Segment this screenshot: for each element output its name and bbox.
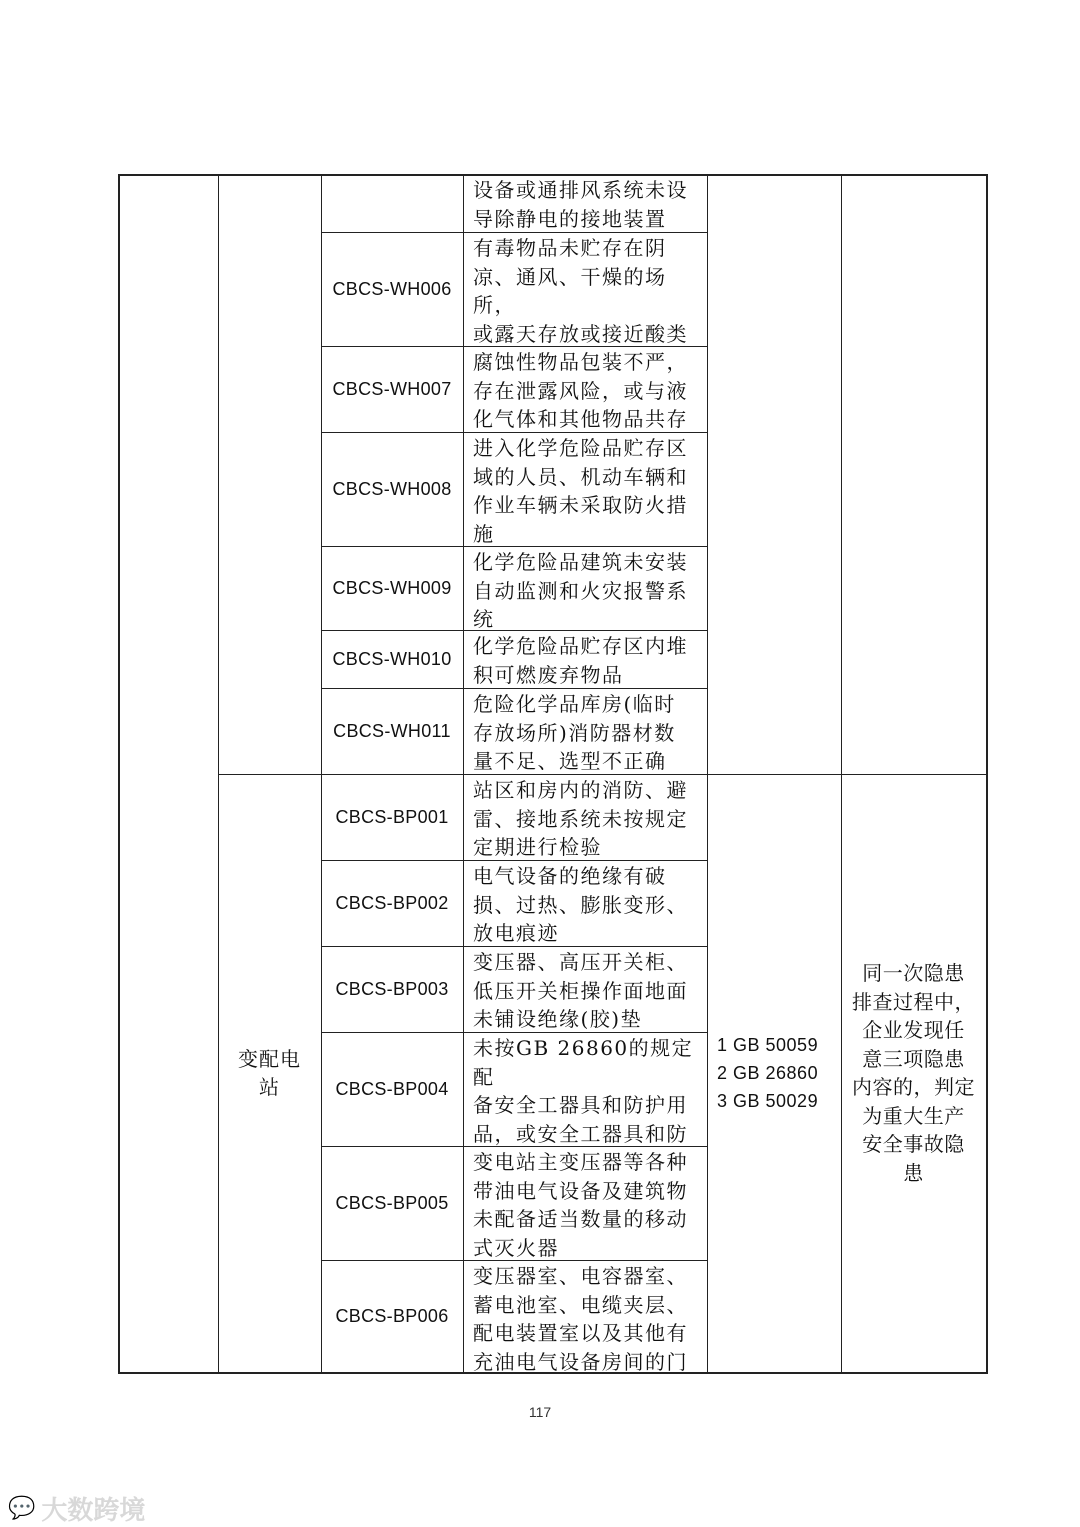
row-code: CBCS-BP005: [335, 1192, 449, 1213]
category-substation: 变配电 站: [238, 1047, 301, 1099]
row-description: 未按GB 26860的规定配 备安全工器具和防护用 品，或安全工器具和防: [473, 1036, 694, 1146]
row-description: 电气设备的绝缘有破 损、过热、膨胀变形、 放电痕迹: [473, 864, 688, 945]
row-description: 进入化学危险品贮存区 域的人员、机动车辆和 作业车辆未采取防火措 施: [473, 436, 688, 546]
page-number: 117: [528, 1404, 552, 1420]
table-border-left: [118, 174, 120, 1374]
row-code: CBCS-BP003: [335, 978, 449, 999]
hazard-table: [118, 174, 988, 1374]
table-border-bottom: [118, 1372, 988, 1374]
row-code: CBCS-WH010: [332, 648, 452, 669]
row-description: 化学危险品贮存区内堆 积可燃废弃物品: [473, 634, 688, 687]
row-description: 化学危险品建筑未安装 自动监测和火灾报警系 统: [473, 550, 688, 630]
row-code: CBCS-BP002: [335, 892, 449, 913]
watermark-text: 大数跨境: [41, 1496, 146, 1526]
row-code: [321, 174, 463, 232]
row-code: CBCS-WH006: [332, 278, 452, 299]
chat-bubble-icon: 💬: [8, 1496, 36, 1521]
row-description: 设备或通排风系统未设 导除静电的接地装置: [473, 178, 688, 231]
row-description: 变电站主变压器等各种 带油电气设备及建筑物 未配备适当数量的移动 式灭火器: [473, 1150, 688, 1260]
row-code: CBCS-BP004: [335, 1078, 449, 1099]
row-description: 危险化学品库房(临时 存放场所)消防器材数 量不足、选型不正确: [473, 692, 676, 773]
row-code: CBCS-WH011: [333, 720, 451, 741]
row-description: 腐蚀性物品包装不严， 存在泄露风险，或与液 化气体和其他物品共存: [473, 350, 688, 431]
reference-standards: 1 GB 50059 2 GB 26860 3 GB 50029: [717, 1035, 819, 1111]
row-description: 有毒物品未贮存在阴 凉、通风、干燥的场所， 或露天存放或接近酸类: [473, 236, 688, 346]
row-code: CBCS-WH009: [332, 577, 452, 598]
row-description: 站区和房内的消防、避 雷、接地系统未按规定 定期进行检验: [473, 778, 688, 859]
row-code: CBCS-BP001: [335, 806, 449, 827]
row-code: CBCS-WH007: [332, 378, 452, 399]
row-description: 变压器、高压开关柜、 低压开关柜操作面地面 未铺设绝缘(胶)垫: [473, 950, 688, 1031]
row-code: CBCS-BP006: [335, 1305, 449, 1326]
watermark: [8, 1490, 145, 1527]
judgement-criteria: 同一次隐患 排查过程中， 企业发现任 意三项隐患 内容的，判定 为重大生产 安全事故隐 患: [852, 961, 975, 1185]
row-description: 变压器室、电容器室、 蓄电池室、电缆夹层、 配电装置室以及其他有 充油电气设备房间的门: [473, 1264, 688, 1372]
table-border-right: [986, 174, 988, 1374]
row-code: CBCS-WH008: [332, 478, 452, 499]
